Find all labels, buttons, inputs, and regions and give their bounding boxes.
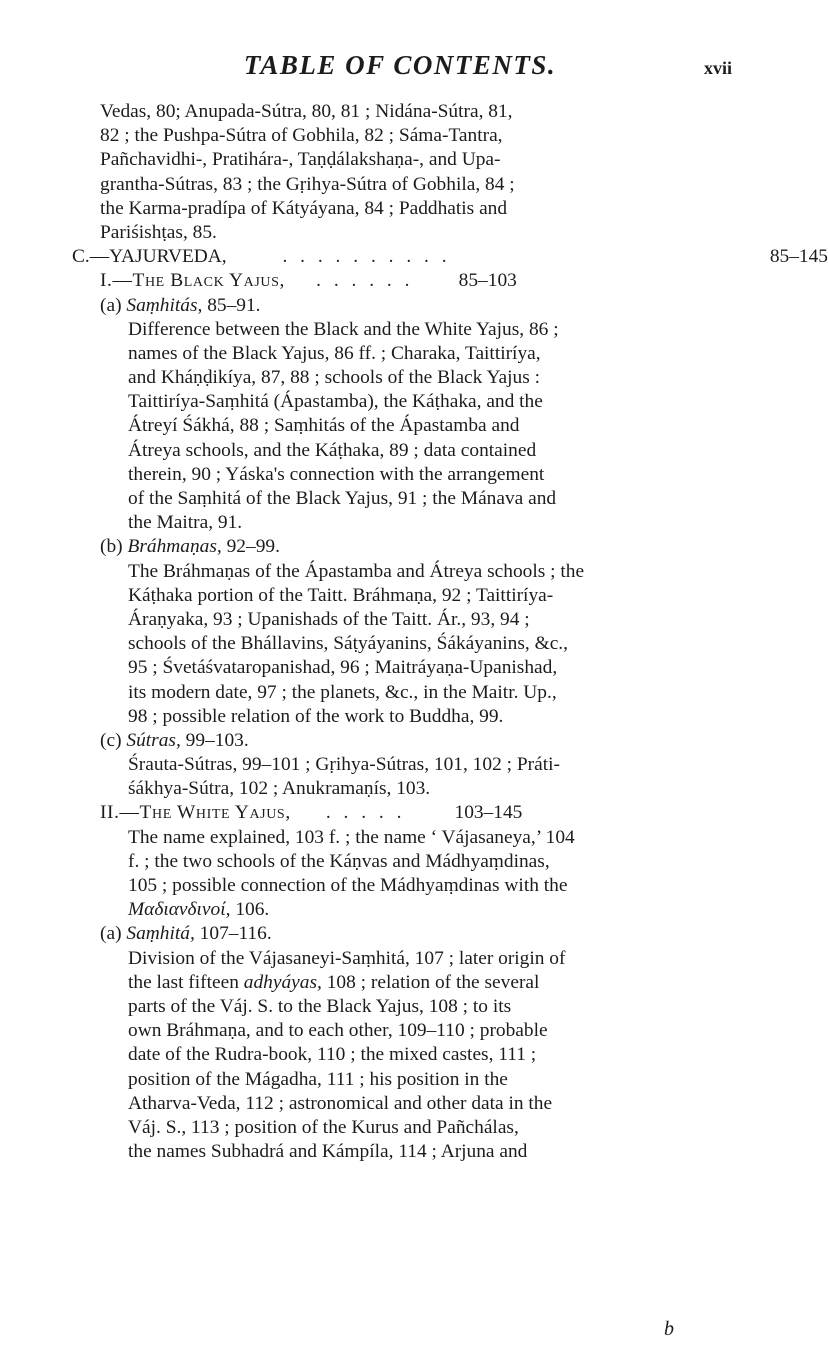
toc-line: the Maitra, 91. xyxy=(128,512,243,534)
part-mark: (a) xyxy=(100,923,122,945)
part-c-heading xyxy=(100,729,710,753)
toc-body xyxy=(72,100,828,1164)
toc-line: of the Saṃhitá of the Black Yajus, 91 ; the Mánava and xyxy=(128,488,557,509)
toc-line: Áraṇyaka, 93 ; Upanishads of the Taitt. Ár., 93, 94 ; xyxy=(128,608,530,630)
toc-italic-term: adhyáyas, xyxy=(243,971,322,993)
subsection-i-pages: 85–103 xyxy=(458,270,517,292)
toc-line: Śrauta-Sútras, 99–101 ; Gṛihya-Sútras, 101, 102 ; Práti- xyxy=(128,754,560,776)
toc-line: 82 ; the Pushpa-Sútra of Gobhila, 82 ; Sáma-Tantra, xyxy=(100,125,503,147)
subsection-ii-pages: 103–145 xyxy=(454,802,523,824)
part-mark: (b) xyxy=(100,536,123,558)
toc-line: Taittiríya-Saṃhitá (Ápastamba), the Káṭhaka, and the xyxy=(128,391,543,413)
toc-line: position of the Mágadha, 111 ; his position in the xyxy=(128,1068,508,1090)
part-mark: (c) xyxy=(100,729,122,751)
leader-dots: . . . . . . . . . . xyxy=(282,246,451,268)
toc-text: 108 ; relation of the several xyxy=(326,971,540,993)
part-pages: 107–116. xyxy=(199,923,272,945)
section-c-heading xyxy=(72,245,828,269)
leader-dots: . . . . . xyxy=(325,802,406,824)
toc-line: The Bráhmaṇas of the Ápastamba and Átreya schools ; the xyxy=(128,560,585,582)
toc-line: and Kháṇḍikíya, 87, 88 ; schools of the Black Yajus : xyxy=(128,367,541,389)
toc-line: 98 ; possible relation of the work to Buddha, 99. xyxy=(128,705,504,727)
toc-line: the names Subhadrá and Kámpíla, 114 ; Arjuna and xyxy=(128,1141,528,1163)
toc-line xyxy=(100,971,710,995)
part-title: Bráhmaṇas, xyxy=(127,536,222,558)
toc-line: grantha-Sútras, 83 ; the Gṛihya-Sútra of Gobhila, 84 ; xyxy=(100,173,515,195)
toc-line: Pañchavidhi-, Pratihára-, Taṇḍálakshaṇa-, and Upa- xyxy=(100,149,501,171)
toc-line: date of the Rudra-book, 110 ; the mixed castes, 111 ; xyxy=(128,1044,537,1066)
toc-line: Division of the Vájasaneyi-Saṃhitá, 107 ; later origin of xyxy=(128,947,566,969)
part-pages: 85–91. xyxy=(207,294,261,316)
toc-line: Pariśishṭas, 85. xyxy=(100,221,217,243)
toc-line: śákhya-Sútra, 102 ; Anukramaṇís, 103. xyxy=(128,778,431,800)
part-title: Saṃhitá, xyxy=(126,923,195,945)
running-head: TABLE OF CONTENTS. xyxy=(243,50,557,80)
toc-line: schools of the Bhállavins, Sáṭyáyanins, Śákáyanins, &c., xyxy=(128,633,568,655)
subsection-i-heading xyxy=(100,269,710,293)
toc-line: own Bráhmaṇa, and to each other, 109–110 ; probable xyxy=(128,1020,548,1042)
section-c-pages: 85–145 xyxy=(769,246,828,268)
part-a2-heading xyxy=(100,922,710,946)
part-a-heading xyxy=(100,294,710,318)
greek-word: Μαδιανδινοί, xyxy=(128,899,231,921)
toc-text: the last fifteen xyxy=(128,971,239,993)
toc-line: its modern date, 97 ; the planets, &c., in the Maitr. Up., xyxy=(128,681,557,703)
toc-line: parts of the Váj. S. to the Black Yajus, 108 ; to its xyxy=(128,995,512,1017)
part-mark: (a) xyxy=(100,294,122,316)
toc-line: Átreya schools, and the Káṭhaka, 89 ; data contained xyxy=(128,439,537,461)
toc-line: 95 ; Śvetáśvataropanishad, 96 ; Maitráyaṇa-Upanishad, xyxy=(128,657,558,679)
signature-mark: b xyxy=(664,1318,674,1340)
toc-line: f. ; the two schools of the Káṇvas and Mádhyaṃdinas, xyxy=(128,850,550,872)
section-c-label: C.—YAJURVEDA, xyxy=(72,246,227,268)
part-b-heading xyxy=(100,535,710,559)
subsection-ii-heading xyxy=(100,801,710,825)
toc-line: Difference between the Black and the White Yajus, 86 ; xyxy=(128,318,559,340)
subsection-i-label: I.—The Black Yajus, xyxy=(100,270,285,292)
toc-line: 105 ; possible connection of the Mádhyaṃdinas with the xyxy=(128,875,568,896)
part-pages: 99–103. xyxy=(185,729,249,751)
leader-dots: . . . . . . xyxy=(316,270,414,292)
toc-line: Atharva-Veda, 112 ; astronomical and other data in the xyxy=(128,1092,553,1114)
subsection-ii-label: II.—The White Yajus, xyxy=(100,802,291,824)
toc-line: Átreyí Śákhá, 88 ; Saṃhitás of the Ápastamba and xyxy=(128,415,520,437)
toc-line: Váj. S., 113 ; position of the Kurus and Pañchálas, xyxy=(128,1116,519,1138)
toc-line: the Karma-pradípa of Kátyáyana, 84 ; Paddhatis and xyxy=(100,197,508,219)
part-title: Saṃhitás, xyxy=(126,294,203,316)
part-title: Sútras, xyxy=(126,729,181,751)
part-pages: 92–99. xyxy=(226,536,280,558)
toc-line: Káṭhaka portion of the Taitt. Bráhmaṇa, 92 ; Taittiríya- xyxy=(128,584,554,606)
toc-line: names of the Black Yajus, 86 ff. ; Charaka, Taittiríya, xyxy=(128,342,541,364)
page-number: xvii xyxy=(703,58,732,78)
toc-line: Vedas, 80; Anupada-Sútra, 80, 81 ; Nidána-Sútra, 81, xyxy=(100,101,513,122)
toc-text: 106. xyxy=(235,899,270,921)
toc-line: therein, 90 ; Yáska's connection with the arrangement xyxy=(128,463,545,485)
toc-line xyxy=(100,898,710,922)
toc-line: The name explained, 103 f. ; the name ‘ Vájasaneya,’ 104 xyxy=(128,826,575,848)
